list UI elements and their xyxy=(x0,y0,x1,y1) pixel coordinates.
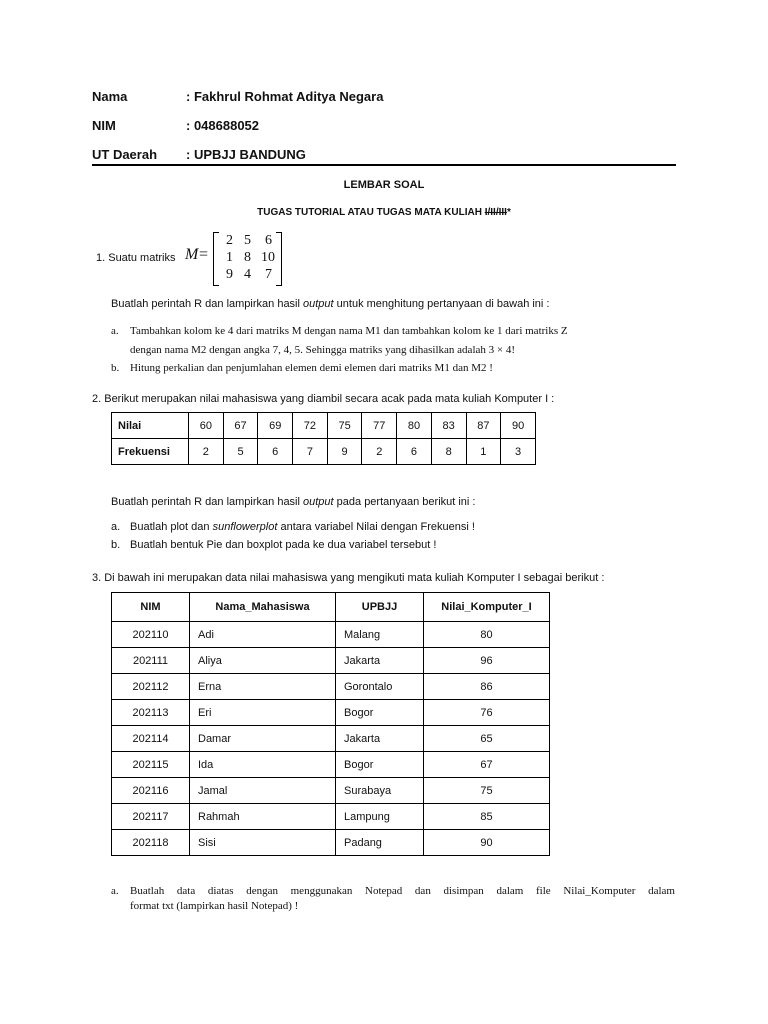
q1-instruction-text: Buatlah perintah R dan lampirkan hasil xyxy=(111,298,304,310)
table-cell: 72 xyxy=(293,413,328,439)
table-cell: 9 xyxy=(327,439,362,465)
table-cell: Frekuensi xyxy=(112,439,189,465)
q3-intro: 3. Di bawah ini merupakan data nilai mahasiswa yang mengikuti mata kuliah Komputer I sebagai berikut : xyxy=(92,572,605,584)
page-title: LEMBAR SOAL xyxy=(343,179,425,191)
q3-table-body xyxy=(112,622,550,856)
table-cell: 202114 xyxy=(112,726,190,752)
q2-instruction-text: Buatlah perintah R dan lampirkan hasil xyxy=(111,496,304,508)
table-cell: Bogor xyxy=(336,700,424,726)
subtitle-asterisk: * xyxy=(506,207,511,218)
q2-a-marker: a. xyxy=(111,521,121,533)
table-cell: 202111 xyxy=(112,648,190,674)
subtitle-text: TUGAS TUTORIAL ATAU TUGAS MATA KULIAH xyxy=(257,207,485,218)
table-cell: 90 xyxy=(501,413,536,439)
table-cell: 80 xyxy=(424,622,550,648)
q2-table xyxy=(111,412,536,465)
table-cell: 67 xyxy=(424,752,550,778)
q1-intro: 1. Suatu matriks xyxy=(96,252,176,264)
table-cell: 90 xyxy=(424,830,550,856)
q2-a-italic: sunflowerplot xyxy=(212,521,278,533)
table-header: Nilai_Komputer_I xyxy=(424,593,550,622)
table-row xyxy=(112,413,536,439)
matrix-equals: = xyxy=(199,246,209,263)
q1-instruction-italic: output xyxy=(303,298,334,310)
q2-instruction-tail: pada pertanyaan berikut ini : xyxy=(333,496,476,508)
matrix-cell: 8 xyxy=(244,250,251,265)
table-cell: 60 xyxy=(189,413,224,439)
table-cell: 80 xyxy=(397,413,432,439)
table-cell: Jamal xyxy=(190,778,336,804)
table-cell: 3 xyxy=(501,439,536,465)
table-row xyxy=(112,439,536,465)
matrix-cell: 4 xyxy=(244,267,251,282)
table-row xyxy=(112,700,550,726)
q3-table xyxy=(111,592,550,856)
table-cell: Aliya xyxy=(190,648,336,674)
table-row xyxy=(112,830,550,856)
table-cell: Gorontalo xyxy=(336,674,424,700)
q2-a-tail: antara variabel Nilai dengan Frekuensi ! xyxy=(277,521,475,533)
matrix-cell: 7 xyxy=(265,267,272,282)
q3-a-line2: format txt (lampirkan hasil Notepad) ! xyxy=(130,900,299,912)
matrix-cell: 9 xyxy=(226,267,233,282)
matrix-cell: 1 xyxy=(226,250,233,265)
table-cell: 1 xyxy=(466,439,501,465)
nim-label: NIM xyxy=(92,118,116,133)
table-cell: 8 xyxy=(431,439,466,465)
table-cell: 87 xyxy=(466,413,501,439)
q2-instruction xyxy=(111,496,475,508)
q1-instruction-tail: untuk menghitung pertanyaan di bawah ini : xyxy=(333,298,550,310)
table-cell: 75 xyxy=(327,413,362,439)
matrix-right-bracket xyxy=(276,232,282,286)
table-row xyxy=(112,674,550,700)
table-cell: 202116 xyxy=(112,778,190,804)
nama-label: Nama xyxy=(92,89,128,104)
table-cell: 202115 xyxy=(112,752,190,778)
table-cell: Nilai xyxy=(112,413,189,439)
table-cell: Sisi xyxy=(190,830,336,856)
q1-a-marker: a. xyxy=(111,325,119,337)
table-row xyxy=(112,622,550,648)
table-cell: Bogor xyxy=(336,752,424,778)
table-cell: 202112 xyxy=(112,674,190,700)
table-cell: 69 xyxy=(258,413,293,439)
table-cell: 83 xyxy=(431,413,466,439)
table-cell: Ida xyxy=(190,752,336,778)
q1-b-line: Hitung perkalian dan penjumlahan elemen demi elemen dari matriks M1 dan M2 ! xyxy=(130,362,493,374)
q2-intro: 2. Berikut merupakan nilai mahasiswa yang diambil secara acak pada mata kuliah Komputer I : xyxy=(92,393,555,405)
q1-instruction xyxy=(111,298,549,310)
table-header-row xyxy=(112,593,550,622)
table-cell: 2 xyxy=(362,439,397,465)
table-row xyxy=(112,804,550,830)
page-subtitle xyxy=(0,207,768,218)
q2-b-line: Buatlah bentuk Pie dan boxplot pada ke dua variabel tersebut ! xyxy=(130,539,437,551)
table-cell: 75 xyxy=(424,778,550,804)
nama-value: : Fakhrul Rohmat Aditya Negara xyxy=(186,89,384,104)
header-divider xyxy=(92,164,676,166)
q2-a-text: Buatlah plot dan xyxy=(130,521,213,533)
table-cell: 77 xyxy=(362,413,397,439)
table-cell: 96 xyxy=(424,648,550,674)
table-cell: 5 xyxy=(223,439,258,465)
matrix-cell: 10 xyxy=(261,250,275,265)
table-cell: 85 xyxy=(424,804,550,830)
table-row xyxy=(112,778,550,804)
ut-value: : UPBJJ BANDUNG xyxy=(186,147,306,162)
table-row xyxy=(112,648,550,674)
table-cell: Jakarta xyxy=(336,726,424,752)
q3-a-line1: Buatlah data diatas dengan menggunakan Notepad dan disimpan dalam file Nilai_Komputer dalam xyxy=(130,885,675,897)
table-cell: Adi xyxy=(190,622,336,648)
table-cell: 2 xyxy=(189,439,224,465)
table-cell: 202117 xyxy=(112,804,190,830)
table-cell: Padang xyxy=(336,830,424,856)
table-cell: 86 xyxy=(424,674,550,700)
matrix-cell: 2 xyxy=(226,233,233,248)
matrix-cell: 6 xyxy=(265,233,272,248)
table-cell: Jakarta xyxy=(336,648,424,674)
table-cell: Surabaya xyxy=(336,778,424,804)
q1-b-marker: b. xyxy=(111,362,120,374)
table-cell: Rahmah xyxy=(190,804,336,830)
table-cell: Lampung xyxy=(336,804,424,830)
table-cell: Eri xyxy=(190,700,336,726)
table-cell: 67 xyxy=(223,413,258,439)
table-cell: 202118 xyxy=(112,830,190,856)
ut-label: UT Daerah xyxy=(92,147,158,162)
table-row xyxy=(112,752,550,778)
table-cell: Damar xyxy=(190,726,336,752)
table-cell: 6 xyxy=(397,439,432,465)
table-cell: 7 xyxy=(293,439,328,465)
matrix-name: M xyxy=(185,246,199,263)
q2-instruction-italic: output xyxy=(303,496,334,508)
table-header: Nama_Mahasiswa xyxy=(190,593,336,622)
table-cell: 76 xyxy=(424,700,550,726)
table-row xyxy=(112,726,550,752)
q3-a-marker: a. xyxy=(111,885,119,897)
q2-b-marker: b. xyxy=(111,539,121,551)
q2-a-line xyxy=(130,521,475,533)
table-cell: 65 xyxy=(424,726,550,752)
nim-value: : 048688052 xyxy=(186,118,260,133)
table-cell: Erna xyxy=(190,674,336,700)
table-header: UPBJJ xyxy=(336,593,424,622)
table-cell: 202110 xyxy=(112,622,190,648)
table-header: NIM xyxy=(112,593,190,622)
q1-a-line1: Tambahkan kolom ke 4 dari matriks M dengan nama M1 dan tambahkan kolom ke 1 dari matriks Z xyxy=(130,325,568,337)
matrix-cell: 5 xyxy=(244,233,251,248)
subtitle-struck: I/II/III xyxy=(484,207,507,218)
table-cell: Malang xyxy=(336,622,424,648)
table-cell: 202113 xyxy=(112,700,190,726)
q1-a-line2: dengan nama M2 dengan angka 7, 4, 5. Sehingga matriks yang dihasilkan adalah 3 × 4! xyxy=(130,344,515,356)
table-cell: 6 xyxy=(258,439,293,465)
